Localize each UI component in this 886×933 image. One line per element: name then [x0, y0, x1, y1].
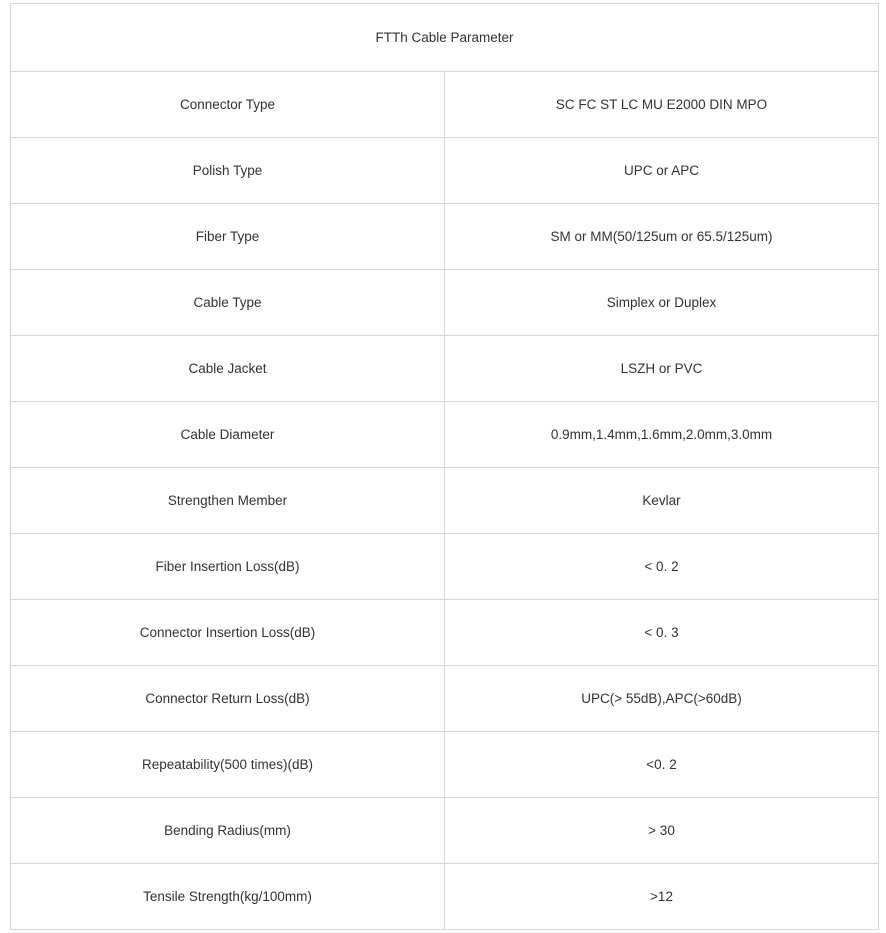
row-value: UPC(> 55dB),APC(>60dB) — [445, 666, 879, 732]
row-label: Cable Diameter — [11, 402, 445, 468]
parameter-table-container — [10, 3, 879, 930]
table-row — [11, 666, 879, 732]
row-value: Simplex or Duplex — [445, 270, 879, 336]
row-value: > 30 — [445, 798, 879, 864]
table-row — [11, 534, 879, 600]
row-value: SC FC ST LC MU E2000 DIN MPO — [445, 72, 879, 138]
row-label: Strengthen Member — [11, 468, 445, 534]
row-value: >12 — [445, 864, 879, 930]
table-row — [11, 864, 879, 930]
table-row — [11, 138, 879, 204]
row-label: Connector Insertion Loss(dB) — [11, 600, 445, 666]
row-label: Tensile Strength(kg/100mm) — [11, 864, 445, 930]
table-row — [11, 270, 879, 336]
row-label: Connector Return Loss(dB) — [11, 666, 445, 732]
row-value: LSZH or PVC — [445, 336, 879, 402]
row-label: Cable Jacket — [11, 336, 445, 402]
table-row — [11, 72, 879, 138]
row-value: UPC or APC — [445, 138, 879, 204]
row-value: SM or MM(50/125um or 65.5/125um) — [445, 204, 879, 270]
table-row — [11, 336, 879, 402]
row-value: < 0. 3 — [445, 600, 879, 666]
row-label: Polish Type — [11, 138, 445, 204]
table-row — [11, 732, 879, 798]
row-label: Connector Type — [11, 72, 445, 138]
row-label: Cable Type — [11, 270, 445, 336]
table-row — [11, 798, 879, 864]
table-row — [11, 204, 879, 270]
row-label: Bending Radius(mm) — [11, 798, 445, 864]
row-value: < 0. 2 — [445, 534, 879, 600]
row-label: Fiber Insertion Loss(dB) — [11, 534, 445, 600]
table-row — [11, 468, 879, 534]
table-row — [11, 600, 879, 666]
table-title: FTTh Cable Parameter — [11, 4, 879, 72]
row-label: Fiber Type — [11, 204, 445, 270]
row-label: Repeatability(500 times)(dB) — [11, 732, 445, 798]
table-title-row — [11, 4, 879, 72]
table-row — [11, 402, 879, 468]
ftth-cable-parameter-table — [10, 3, 879, 930]
row-value: 0.9mm,1.4mm,1.6mm,2.0mm,3.0mm — [445, 402, 879, 468]
row-value: <0. 2 — [445, 732, 879, 798]
row-value: Kevlar — [445, 468, 879, 534]
